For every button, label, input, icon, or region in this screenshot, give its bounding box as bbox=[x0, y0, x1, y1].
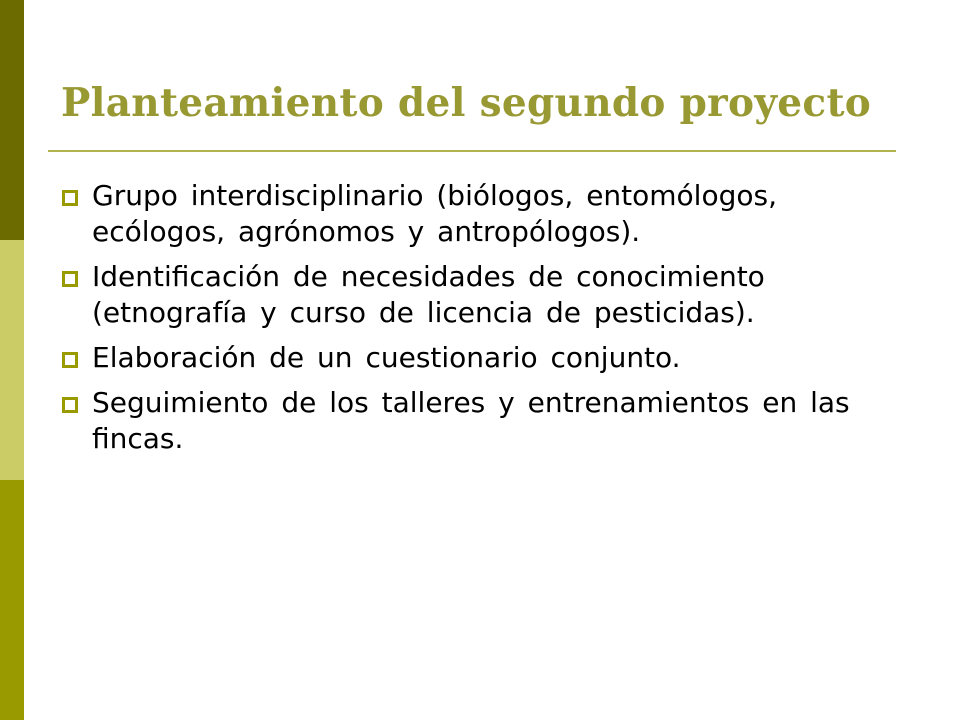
bullet-text: Seguimiento de los talleres y entrenamientos en las fincas. bbox=[92, 386, 850, 455]
hollow-square-bullet-icon bbox=[62, 271, 78, 287]
hollow-square-bullet-icon bbox=[62, 190, 78, 206]
hollow-square-bullet-icon bbox=[62, 397, 78, 413]
side-band-middle bbox=[0, 240, 24, 480]
bullet-item bbox=[62, 385, 882, 457]
hollow-square-bullet-icon bbox=[62, 352, 78, 368]
slide-title: Planteamiento del segundo proyecto bbox=[61, 80, 872, 126]
bullet-item bbox=[62, 178, 882, 250]
title-divider bbox=[48, 150, 896, 152]
bullet-text: Elaboración de un cuestionario conjunto. bbox=[92, 341, 681, 374]
bullet-item bbox=[62, 259, 882, 331]
side-band-top bbox=[0, 0, 24, 240]
bullet-text: Identificación de necesidades de conocimiento (etnografía y curso de licencia de pesticidas). bbox=[92, 260, 765, 329]
side-band-bottom bbox=[0, 480, 24, 720]
bullet-text: Grupo interdisciplinario (biólogos, entomólogos, ecólogos, agrónomos y antropólogos). bbox=[92, 179, 777, 248]
bullet-item bbox=[62, 340, 882, 376]
bullet-list bbox=[62, 178, 882, 466]
